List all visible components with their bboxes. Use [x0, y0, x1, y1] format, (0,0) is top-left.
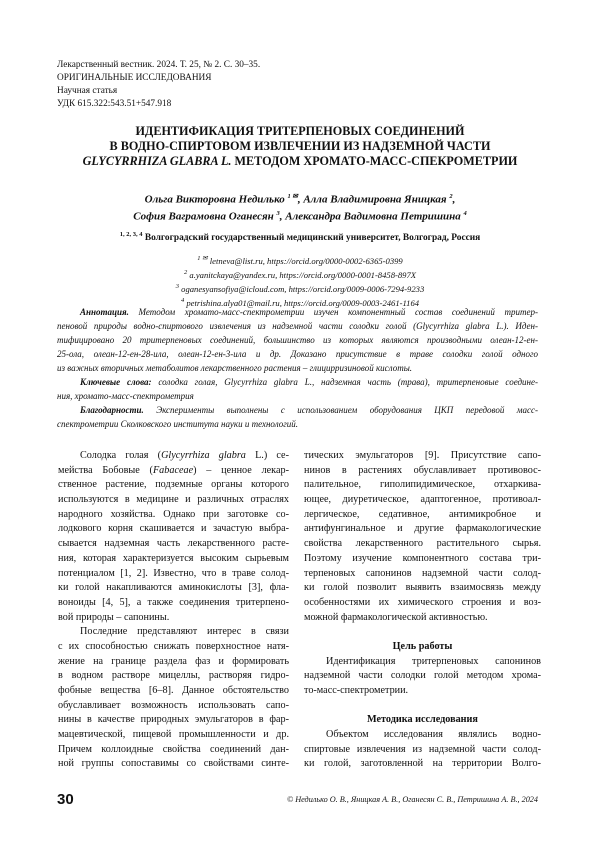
text-line: народного хозяйства. Однако при заготовке со- — [58, 508, 289, 523]
paragraph — [304, 449, 541, 625]
author-sup: 4 — [464, 210, 467, 217]
author-sup: 1 ✉ — [287, 193, 297, 200]
text-line: сывается надземная часть лекарственного расте- — [58, 537, 289, 552]
text-line: Аннотация. Методом хромато-масс-спектрометрии изучен компонентный состав соединений тритер- — [57, 305, 538, 319]
text-line: ки голой, заготовленной на территории Волго- — [304, 757, 541, 772]
text-line: тифицировано 20 тритерпеновых соединений, большинство из которых являются производными олеан-12-ен- — [57, 333, 538, 347]
affiliation-text: Волгоградский государственный медицинский университет, Волгоград, Россия — [145, 233, 480, 243]
text-line: Причем коллоидные свойства соединений дан- — [58, 743, 289, 758]
separator: , — [298, 194, 304, 206]
text-line: лодкового корня скашивается и зачастую выбра- — [58, 522, 289, 537]
section-label: ОРИГИНАЛЬНЫЕ ИССЛЕДОВАНИЯ — [57, 72, 260, 85]
page-number: 30 — [57, 791, 74, 808]
text-line: можной фармакологической активностью. — [304, 611, 541, 626]
text-line: Солодка голая (Glycyrrhiza glabra L.) се- — [58, 449, 289, 464]
text-line: лергическое, седативное, антимикробное и — [304, 508, 541, 523]
author-list — [40, 190, 560, 224]
paragraph — [57, 375, 538, 403]
email-sup: 4 — [181, 297, 184, 304]
separator: , — [453, 194, 456, 206]
abstract-block — [57, 305, 538, 431]
text-line: используются в медицине и различных отраслях — [58, 493, 289, 508]
text-line: спиртовые извлечения из надземной части солод- — [304, 743, 541, 758]
text-line: палительное, гиполипидимическое, отхаркива- — [304, 478, 541, 493]
italic-term: Glycyrrhiza glabra — [161, 450, 246, 461]
text-line: воноиды [4, 5], а также соединения тритерпено- — [58, 596, 289, 611]
text-line: ственное растение, подземные органы которого — [58, 478, 289, 493]
species-name: GLYCYRRHIZA GLABRA L. — [83, 154, 232, 168]
affiliation — [40, 231, 560, 243]
citation: Лекарственный вестник. 2024. Т. 25, № 2. С. 30–35. — [57, 59, 260, 72]
text-line: в водном растворе мицеллы, растворяя гидро- — [58, 669, 289, 684]
paragraph-label: Ключевые слова: — [80, 377, 152, 387]
author-name: Ольга Викторовна Недилько — [145, 194, 285, 206]
author-sup: 3 — [277, 210, 280, 217]
text-line: ющее, диуретическое, адаптогенное, противоал- — [304, 493, 541, 508]
journal-header — [57, 59, 260, 111]
email-sup: 2 — [184, 269, 187, 276]
article-title — [40, 124, 560, 169]
text-line: надземной части солодки голой методом хрома- — [304, 669, 541, 684]
text-line: ния, хромато-масс-спектрометрия — [57, 389, 538, 403]
title-line: В ВОДНО-СПИРТОВОМ ИЗВЛЕЧЕНИИ ИЗ НАДЗЕМНОЙ ЧАСТИ — [40, 139, 560, 154]
email-line — [40, 253, 560, 267]
copyright: © Недилько О. В., Яницкая А. В., Оганесян С. В., Петришина А. В., 2024 — [287, 795, 538, 804]
separator: , — [280, 211, 286, 223]
paragraph-label: Аннотация. — [80, 307, 129, 317]
paragraph-label: Благодарности. — [80, 405, 144, 415]
text-line: то-масс-спектрометрии. — [304, 684, 541, 699]
text-line: жение на границе раздела фаз и формировать — [58, 655, 289, 670]
text-line: Благодарности. Эксперименты выполнены с использованием оборудования ЦКП передовой масс- — [57, 403, 538, 417]
title-line — [40, 154, 560, 169]
email-link[interactable]: letneva@list.ru, https://orcid.org/0000-0002-6365-0399 — [210, 256, 403, 266]
author-name: Александра Вадимовна Петришина — [285, 211, 461, 223]
text-line: нинов в растениях обуславливает противовос- — [304, 464, 541, 479]
spacer — [304, 699, 541, 714]
email-sup: 3 — [176, 283, 179, 290]
email-link[interactable]: a.yanitckaya@yandex.ru, https://orcid.org/0000-0001-8458-897X — [189, 270, 416, 280]
text-line: Последние представляют интерес в связи — [58, 625, 289, 640]
affiliation-sup: 1, 2, 3, 4 — [120, 231, 143, 238]
paragraph — [304, 655, 541, 699]
text-line: вой природы – сапонины. — [58, 611, 289, 626]
author-line — [40, 207, 560, 224]
text-line: ния, которая характеризуется высоким сырьевым — [58, 552, 289, 567]
text-line: спектрометрии Сколковского института науки и технологий. — [57, 417, 538, 431]
text-line: Поэтому изучение компонентного состава три- — [304, 552, 541, 567]
text-line: антифунгинальное и другие фармакологические — [304, 522, 541, 537]
text-line: фобные вещества [6–8]. Данное обстоятельство — [58, 684, 289, 699]
article-type: Научная статья — [57, 85, 260, 98]
section-heading: Цель работы — [304, 640, 541, 655]
email-line — [40, 281, 560, 295]
title-rest: МЕТОДОМ ХРОМАТО-МАСС-СПЕКРОМЕТРИИ — [231, 154, 517, 168]
text-line: с их способностью снижать поверхностное натя- — [58, 640, 289, 655]
paragraph — [58, 625, 289, 772]
contact-emails — [40, 253, 560, 308]
spacer — [304, 625, 541, 640]
text-line: нины в качестве природных эмульгаторов в фар- — [58, 713, 289, 728]
author-line — [40, 190, 560, 207]
paragraph — [304, 728, 541, 772]
text-line: терпеновых сапонинов надземной части солод- — [304, 567, 541, 582]
text-line: ной группы сопоставимы со свойствами синте- — [58, 757, 289, 772]
text-line: Объектом исследования являлись водно- — [304, 728, 541, 743]
body-column-left — [58, 449, 289, 772]
text-line: ки голой позволит выявить взаимосвязь между — [304, 581, 541, 596]
title-line: ИДЕНТИФИКАЦИЯ ТРИТЕРПЕНОВЫХ СОЕДИНЕНИЙ — [40, 124, 560, 139]
section-heading: Методика исследования — [304, 713, 541, 728]
text-line: ки голой накапливаются аминокислоты [3], фла- — [58, 581, 289, 596]
paragraph — [58, 449, 289, 625]
text-line: потенциалом [1, 2]. Известно, что в траве солод- — [58, 567, 289, 582]
paragraph — [57, 403, 538, 431]
paragraph — [57, 305, 538, 375]
udk-code: УДК 615.322:543.51+547.918 — [57, 98, 260, 111]
text-line: мейства Бобовые (Fabaceae) – ценное лекар- — [58, 464, 289, 479]
text-line: свойства лекарственного растительного сырья. — [304, 537, 541, 552]
email-line — [40, 267, 560, 281]
text-line: мацевтической, пищевой промышленности и др. — [58, 728, 289, 743]
text-line: из важных вторичных метаболитов лекарственного растения – глицирризиновой кислоты. — [57, 361, 538, 375]
body-column-right — [304, 449, 541, 772]
text-line: пеновой природы водно-спиртового извлечения из надземной части солодки голой (Glycyrrhiza glabra L.). Иден- — [57, 319, 538, 333]
text-line: особенностями их химического строения и воз- — [304, 596, 541, 611]
author-name: Алла Владимировна Яницкая — [303, 194, 446, 206]
author-name: София Ваграмовна Оганесян — [133, 211, 274, 223]
author-sup: 2 — [449, 193, 452, 200]
email-sup: 1 ✉ — [197, 255, 207, 262]
text-line: Идентификация тритерпеновых сапонинов — [304, 655, 541, 670]
text-line: тических эмульгаторов [9]. Присутствие сапо- — [304, 449, 541, 464]
text-line: обуславливает возможность использовать сапо- — [58, 699, 289, 714]
text-line: 25-ола, олеан-12-ен-28-ила, олеан-12-ен-3-ила и др. Доказано присутствие в траве солодки голой одного — [57, 347, 538, 361]
email-link[interactable]: petrishina.alya01@mail.ru, https://orcid.org/0009-0003-2461-1164 — [186, 297, 419, 307]
italic-term: Fabaceae — [153, 465, 193, 476]
email-link[interactable]: oganesyansofiya@icloud.com, https://orcid.org/0009-0006-7294-9233 — [181, 284, 424, 294]
text-line: Ключевые слова: солодка голая, Glycyrrhiza glabra L., надземная часть (трава), тритерпеновые соедине- — [57, 375, 538, 389]
